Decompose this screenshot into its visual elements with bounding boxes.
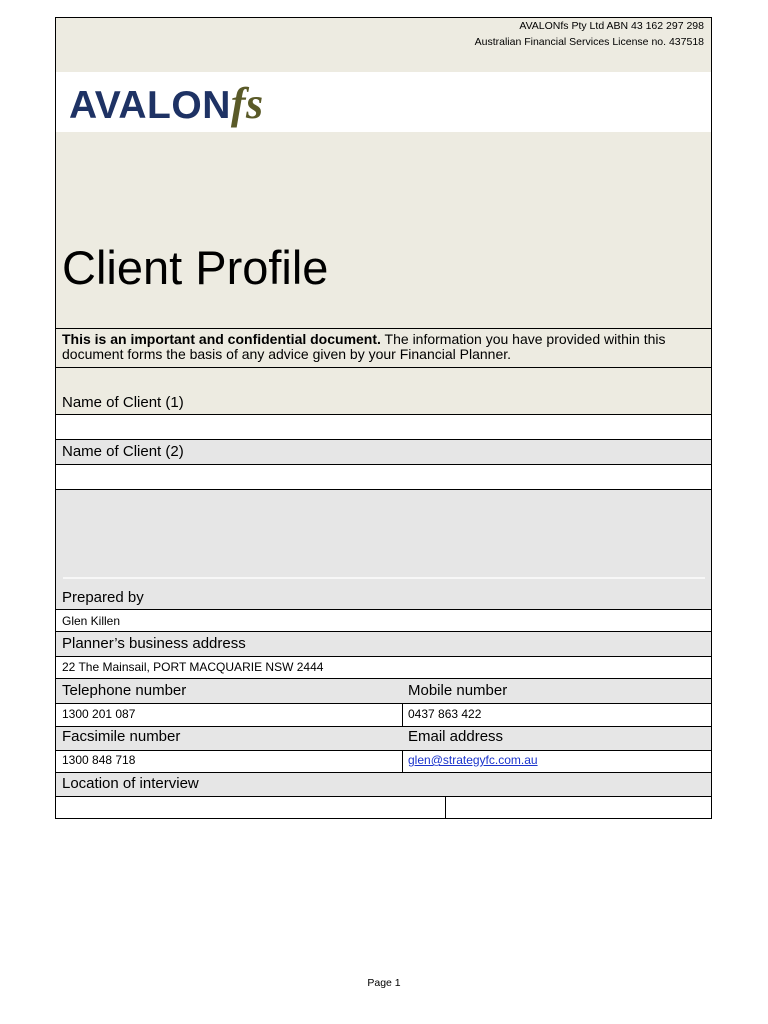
client1-label: Name of Client (1) <box>62 394 184 411</box>
divider <box>56 703 711 704</box>
company-license: Australian Financial Services License no. 437518 <box>474 36 704 48</box>
confidential-notice <box>62 332 702 362</box>
address-label: Planner’s business address <box>62 635 246 652</box>
page-title: Client Profile <box>62 241 329 294</box>
email-label: Email address <box>408 728 504 745</box>
mobile-value: 0437 863 422 <box>408 707 482 721</box>
logo-main-text: AVALON <box>69 84 231 127</box>
client-profile-form <box>55 17 712 819</box>
divider <box>56 750 711 751</box>
column-divider <box>445 796 446 818</box>
mobile-label: Mobile number <box>408 682 508 699</box>
email-link[interactable]: glen@strategyfc.com.au <box>408 753 538 767</box>
section-separator <box>63 577 705 579</box>
prepared-by-label: Prepared by <box>62 589 144 606</box>
company-abn: AVALONfs Pty Ltd ABN 43 162 297 298 <box>519 20 704 32</box>
logo-suffix-text: fs <box>230 79 264 128</box>
company-logo <box>69 78 264 129</box>
telephone-label: Telephone number <box>62 682 187 699</box>
address-value: 22 The Mainsail, PORT MACQUARIE NSW 2444 <box>62 660 324 674</box>
divider <box>56 464 711 465</box>
column-divider <box>402 750 403 772</box>
fax-value: 1300 848 718 <box>62 753 136 767</box>
column-divider <box>402 703 403 726</box>
page-number: Page 1 <box>367 977 401 989</box>
divider <box>56 656 711 657</box>
location-label: Location of interview <box>62 775 199 792</box>
divider <box>56 414 711 415</box>
prepared-section-background <box>56 490 711 609</box>
client2-label: Name of Client (2) <box>62 443 184 460</box>
fax-label: Facsimile number <box>62 728 181 745</box>
divider <box>56 609 711 610</box>
notice-bold-text: This is an important and confidential document. <box>62 331 381 347</box>
telephone-value: 1300 201 087 <box>62 707 136 721</box>
divider <box>56 796 711 797</box>
notice-text: The information you have provided within this document forms the basis of any advice given by your Financial Planner. <box>62 331 666 362</box>
prepared-by-value: Glen Killen <box>62 614 121 628</box>
logo-band <box>56 72 711 132</box>
